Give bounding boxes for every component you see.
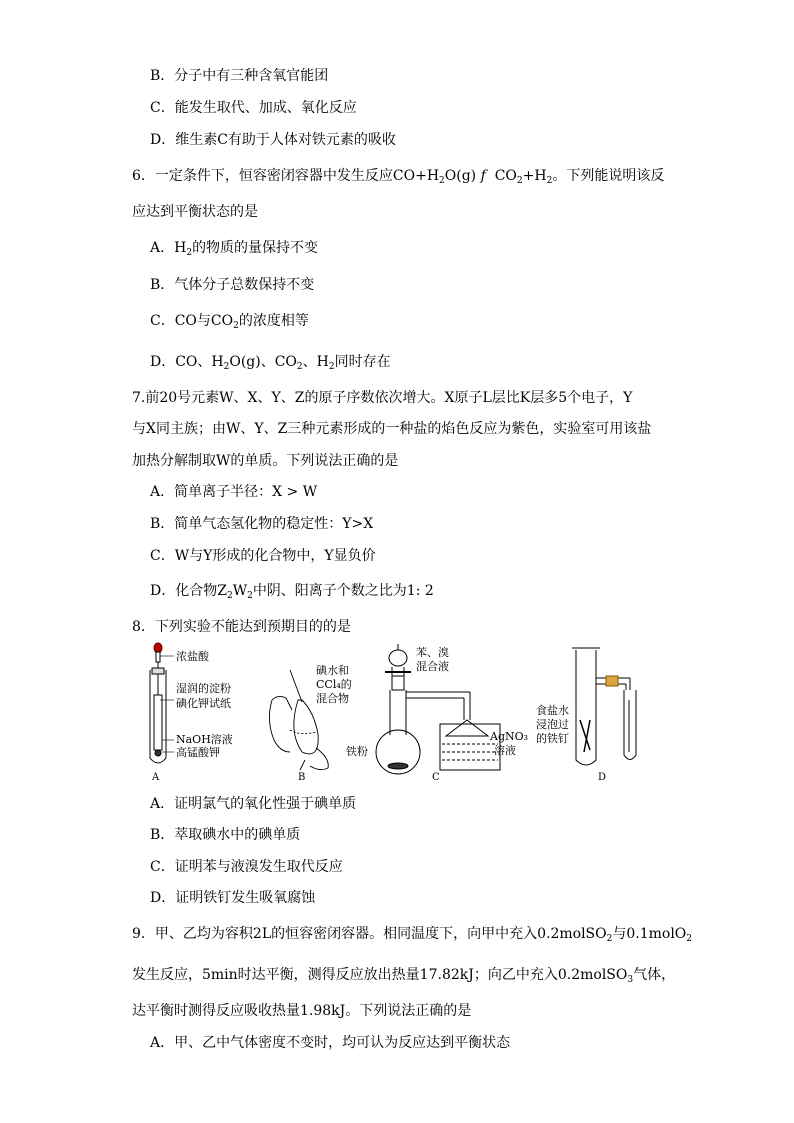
- label-D-2: 浸泡过: [536, 718, 569, 731]
- label-C-5: 溶液: [494, 744, 516, 757]
- label-A-1: 浓盐酸: [176, 650, 209, 663]
- label-D-3: 的铁钉: [536, 732, 569, 745]
- option-6C: C．CO与$CO_2$的浓度相等: [150, 313, 309, 331]
- question-9-stem-3: 达平衡时测得反应吸收热量1.98kJ。下列说法正确的是: [132, 1003, 472, 1019]
- option-7C: C．W与Y形成的化合物中，Y显负价: [150, 548, 376, 564]
- question-7-stem-2: 与X同主族；由W、Y、Z三种元素形成的一种盐的焰色反应为紫色，实验室可用该盐: [132, 421, 652, 437]
- label-A-3: 碘化钾试纸: [176, 697, 231, 710]
- label-A-4: NaOH溶液: [176, 733, 233, 746]
- label-B-2: CCl₄的: [316, 678, 352, 691]
- apparatus-D: [572, 648, 636, 765]
- option-9A: A．甲、乙中气体密度不变时，均可认为反应达到平衡状态: [150, 1035, 511, 1051]
- question-7-stem: 7.前20号元素W、X、Y、Z的原子序数依次增大。X原子L层比K层多5个电子，Y: [132, 390, 633, 406]
- apparatus-A: [150, 643, 174, 763]
- caption-D: D: [598, 772, 607, 783]
- question-8-stem: 8．下列实验不能达到预期目的的是: [132, 619, 351, 635]
- question-7-stem-3: 加热分解制取W的单质。下列说法正确的是: [132, 453, 399, 469]
- label-B-3: 混合物: [316, 692, 349, 705]
- option-5D: D．维生素C有助于人体对铁元素的吸收: [150, 132, 396, 148]
- option-8C: C．证明苯与液溴发生取代反应: [150, 859, 343, 875]
- question-9-stem: 9．甲、乙均为容积2L的恒容密闭容器。相同温度下，向甲中充入0.2molSO$_2$与0.1molO$_2$: [132, 926, 693, 944]
- label-C-1: 苯、溴: [416, 646, 449, 659]
- label-A-5: 高锰酸钾: [176, 746, 220, 759]
- option-7B: B．简单气态氢化物的稳定性：Y>X: [150, 516, 374, 532]
- option-8D: D．证明铁钉发生吸氧腐蚀: [150, 890, 316, 906]
- caption-C: C: [432, 772, 440, 783]
- option-8A: A．证明氯气的氧化性强于碘单质: [150, 796, 357, 812]
- label-C-4: AgNO₃: [490, 730, 529, 743]
- option-7A: A．简单离子半径：X > W: [150, 484, 318, 500]
- option-6A: A．$H_2$的物质的量保持不变: [150, 240, 319, 258]
- caption-A: A: [152, 772, 160, 783]
- option-7D: D．化合物$Z_2W_2$中阴、阳离子个数之比为1: 2: [150, 583, 434, 601]
- label-D-1: 食盐水: [536, 704, 569, 717]
- experiment-figure: [140, 640, 680, 785]
- option-6B: B．气体分子总数保持不变: [150, 277, 315, 293]
- question-9-stem-2: 发生反应，5min时达平衡，测得反应放出热量17.82kJ；向乙中充入0.2molSO$_3$气体，: [132, 967, 676, 985]
- option-5C: C．能发生取代、加成、氧化反应: [150, 100, 357, 116]
- option-8B: B．萃取碘水中的碘单质: [150, 827, 301, 843]
- caption-B: B: [298, 772, 306, 783]
- question-6-stem-cont: 应达到平衡状态的是: [132, 204, 258, 220]
- label-B-1: 碘水和: [316, 664, 349, 677]
- label-A-2: 湿润的淀粉: [176, 682, 231, 695]
- option-5B: B．分子中有三种含氧官能团: [150, 68, 329, 84]
- option-6D: D．CO、$H_2O(g)$、$CO_2$、$H_2$同时存在: [150, 354, 391, 372]
- label-C-3: 铁粉: [346, 745, 368, 758]
- question-6-stem: 6．一定条件下，恒容密闭容器中发生反应$CO+H_2O(g)$ f $CO_2+H_2$。下列能说明该反: [132, 168, 665, 186]
- label-C-2: 混合液: [416, 660, 449, 673]
